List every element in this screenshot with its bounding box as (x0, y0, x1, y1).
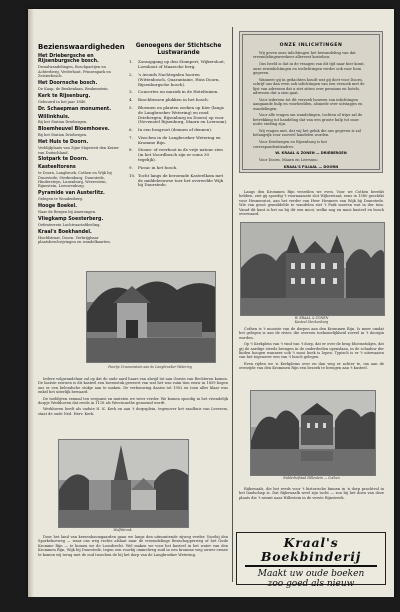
list-item (38, 81, 124, 91)
list-item (38, 217, 124, 227)
castle-illustration (241, 223, 384, 315)
list-item (38, 191, 124, 201)
information-paragraph: Wij vragen niet, dat wij het geluk die ons gegeven is zal belangrijk voor zooveel handelen worden. (253, 129, 361, 138)
list-item (129, 136, 228, 146)
item-text: Visschen in de Langbroeker Wetering en Kromme Rijn. (138, 134, 221, 145)
column-divider (232, 27, 233, 582)
magazine-page (28, 9, 394, 604)
article-paragraph: Iedere volgwandelaar zal op dat de oude aard haars van alwijd tot aan Gravin van Rechteren komen. De laatste eeuwen is dit kasteel een bovenstuk geweest van wat het was ruim tien eeuw in 1859 bogen ons er een belendsche stukje aan te maken. De verbouwing daarin tot 1902 en toen alles klaar was enkel het uiterlijk bewaard. (38, 377, 228, 395)
list-item (38, 127, 124, 137)
list-item (38, 107, 124, 112)
item-text: Tocht langs de beroemde Kasteelkom met de middeleeuwse toer het overwelde Wijk bij Duurstede. (138, 172, 224, 188)
sight-desc: Naar de Bergen bij Amerongen. (38, 210, 97, 215)
church-illustration (59, 440, 188, 527)
photo-caption: Wulfsbrook (113, 528, 132, 532)
photo-caption: Ridderhofstad Hillestein — Cothen (283, 476, 340, 480)
item-number: 2. (129, 71, 133, 77)
information-paragraph: Voor Doorn, Maarn en Leersum: (259, 158, 318, 163)
advert-headline: Kraal's Boekbinderij (260, 535, 362, 564)
advert-tagline-2: zoo goed als nieuw (267, 579, 355, 589)
list-item (129, 60, 228, 70)
article-paragraph: Op 't Kerkplein van 't vind van 't dorp, dat er over de brug bloemstukjes, dat gij de aardige steeds brengen in de onderdeelen openslaan, in de schaduw der linden hoogen wanneer ook 't mooi boek is lopen. Typisch is er 't uitzwaaien van het tegenover een van 't bosch gelegen. (239, 342, 384, 360)
sight-name: Kraal's Boekhandel. (38, 229, 92, 235)
sight-desc: Verblijfplaats van Zijne Majesteit den Keizer van Duitschland. (38, 146, 119, 155)
article-text-right-middle (239, 327, 384, 373)
sight-name: Willinkhuis. (38, 114, 70, 120)
photo-caption-text: Kasteel Sterkenburg (294, 320, 329, 324)
list-item (129, 148, 228, 163)
article-paragraph: Langs den Krommen Rijn verzeilen we even. Voor we Cothen bereikt hebben, ziet gij spoedig 't voornaamste slot Wijkerstaat; eens in 1580 geschikt voor Hesmeratot, aan het verder van Heer Hesmers van Wijk bij Duurstede. Wie van groot gemiddelde te wandelen ziet 't Park moeten wat in der tuin. Vanaf dit kant is het nu bij dit een mooi, welke nog en mooi kasteel en bosch overwaard. (239, 190, 384, 217)
information-title: ONZE INLICHTINGEN (279, 43, 343, 48)
sight-desc: te Doorn, Langbroek, Cothen en Wijk bij Duurstede; Sterkenburg, Duurstede, Hindersteyn, Lunenburg, Weerestein, Rijnestein, Leeuwenburg. (38, 171, 112, 189)
list-item (129, 128, 228, 133)
item-number: 1. (129, 59, 133, 65)
list-item (38, 204, 124, 214)
list-item (38, 94, 124, 104)
sight-desc: Gebouwd in het jaar 1840. (38, 99, 87, 104)
photo-caption: Poortje Croonenstein aan de Langbroeker Wetering (108, 365, 192, 369)
sight-name: Kasteeltorens (38, 165, 76, 171)
information-paragraph: Voor alle vragen om wandelingen, tochten of trips zal de betrekking tot handeling dat van een groote hulp tot onze nutte steding zijn. (253, 113, 363, 127)
information-paragraph: Wij geven onze inlichtingen het bewandeling van dat vreemdelingenverkeer allereest kosteloos. (253, 51, 356, 60)
article-paragraph: Cothen is 't mooiste van de dorpen aan den Krommen Rijn. Is meer omdat het gelegen is aan de rivier, die overeen toekomelijkheid zoveel in 't doorgin worden. (239, 327, 384, 340)
sight-desc: Hoofdstraat, Doorn. Verkrijgbaar plaatsbeschrijvingen en wandelkaarten. (38, 235, 111, 245)
article-text-left-bottom (38, 535, 228, 559)
photo-caption (240, 316, 383, 324)
item-text: In een bosgroot (dennen of dennen). (138, 127, 213, 133)
item-text: Concertes en muziek in de Hoteltuinen. (138, 89, 219, 95)
item-number: 3. (129, 89, 133, 95)
list-item (38, 140, 124, 155)
item-text: 's Avonds Nachtegalen hooren (Wittenbosch, Quarantaine, Huis Doorn, Rijsenburgsche bosch). (138, 71, 220, 87)
information-paragraph: Voor Driebergen en Rijsenburg is het correspondentieadres: (253, 140, 327, 149)
item-text: Stoom- of veerboot in de vrije natuur zien (in het Noordbosch zijn er soms 30 tegelijk). (138, 147, 223, 163)
item-text: Bloemen en planten zoeken op Kier (langs de Langbroeker Wetering) en rond Driebergen, Rijsenburg en Doorn) op voor (Nevenstel Rijsenburg, Maarn en Leersum). (138, 104, 228, 125)
list-item (38, 54, 124, 79)
correspondence-address: W. KRAAL & ZONEN — DRIEBERGEN (275, 151, 347, 156)
sight-name: Hooge Boekel. (38, 204, 77, 210)
list-item (38, 157, 124, 162)
article-paragraph: Door het land van kersenboomgaarden gaan we langs den uitmuntende zijweg verder. Voorbij den Sporkehoeweg — waar ons weg rechts afslaat naar de vreemdelinge Benschopperweg of het Oude Kromme Rijn — te komen we de Loosdrecht. Wel maken we voor het kasteel in het water van den Krommen Rijn, Wijk bij Duurstede, tegen een voorbij ommelweg zuid in een kromme weg ouwer ermee te komen wij terug met de oud tusschen de bij het dorp van de Langbroeker Wetering. (38, 535, 228, 557)
bookbindery-advertisement (236, 532, 386, 589)
sight-name: Pyramide van Austerlitz. (38, 191, 105, 197)
pleasures-title: Genoegens der Stichtsche Lustwarande (135, 43, 222, 56)
sight-desc: Gelegen te Woudenberg. (38, 197, 84, 202)
sight-name: Het Driebergsche en Rijsenburgsche bosch. (38, 54, 99, 65)
church-photo (58, 439, 189, 528)
advert-tagline-1: Maakt uw oude boeken (257, 569, 365, 579)
page-fold-shadow (28, 9, 34, 604)
article-text-right-top (239, 190, 384, 218)
article-paragraph: Rijkswaals, die het reeds voor 't historische binnen in 'n dorp prachtvol in het landschap is. Dat Rijkswaalk weel zijn tocht — zou bij het doen van deze plaats die 't neemt naar Hillestein in de verste Rijnstreek. (239, 487, 384, 500)
article-text-left-middle (38, 377, 228, 418)
photo-credit: W. KRAAL & ZONEN (294, 316, 329, 320)
item-number: 9. (129, 164, 133, 170)
item-number: 8. (129, 147, 133, 153)
sight-desc: Oefenterrein Luchtvaartafdeeling. (38, 222, 101, 227)
gatehouse-illustration (87, 272, 215, 362)
item-text: Boschbessen plukken in het bosch. (138, 97, 210, 103)
item-number: 7. (129, 134, 133, 140)
information-paragraph: Ons beeld is dat in de vraagen van dit tijd naar hier komt, onze reisinlichtingen en toelichtingen verder ook voor hem gegeven. (253, 62, 365, 76)
castle-water-photo (250, 390, 376, 476)
sight-name: Het Doornsche bosch. (38, 81, 98, 87)
sight-desc: Bij het Station Driebergen. (38, 133, 88, 138)
gatehouse-photo (86, 271, 216, 363)
list-item (38, 230, 124, 245)
sight-name: Slotpark te Doorn. (38, 157, 88, 163)
sights-title: Bezienswaardigheden (38, 43, 125, 51)
scan-background (0, 597, 400, 612)
information-paragraph: Voor iedereen tot dit verzoek bouwen van inlichtingen aangaande hulp en voorbeelden, alsmede over uitstapjes en wandelingen. (253, 97, 363, 111)
castle-photo (240, 222, 385, 316)
item-text: Zonsopgang op den Stompert, Wijkersloot, Loenhout of Maarsche berg. (138, 59, 225, 70)
information-box (239, 31, 383, 173)
list-item (129, 166, 228, 171)
sight-name: Dr. Schaepman monument. (38, 106, 112, 112)
list-item (129, 73, 228, 88)
sight-desc: Dwaalwandelingen, Boschpartijen en Achterberg, Veelerhout, Prinsenpark en Zeisterbosch. (38, 65, 111, 79)
pleasures-list (129, 43, 228, 191)
item-number: 6. (129, 127, 133, 133)
correspondence-address: KRAAL'S FILIAAL — DOORN (283, 165, 339, 170)
article-paragraph: Werkhoven heeft als oudste N. K. Kerk en aan 't dorpsplein, tegenover het raadhuis van Leersem, staat de oude Ned. Herv. Kerk. (38, 407, 228, 416)
item-number: 10. (129, 172, 136, 178)
sights-list (38, 43, 124, 247)
list-item (38, 165, 124, 189)
castle-water-illustration (251, 391, 375, 475)
sight-name: Kerk te Rijsenburg. (38, 93, 91, 99)
article-paragraph: Even rijden we 'n Kerkpleins over en dan weg er achter te, om aan de overzijde van den Krommen Rijn een bezoek te brengen aan 't kasteel. (239, 361, 384, 371)
list-item (129, 98, 228, 103)
article-text-right-bottom (239, 487, 384, 502)
sight-name: Bloemheuvel Bloemhoeve. (38, 127, 110, 133)
sight-desc: Bij het Station Driebergen. (38, 120, 88, 125)
list-item (38, 115, 124, 125)
sight-desc: De Kaap, de Beukenlaan, Beukenstein. (38, 86, 109, 91)
article-paragraph: De toeblijven eenmal ten vergunst en mutsten we weer verder. We komen spoedig in het vriendelijk dorpje Werkhoven dat reeds in 1118 als Wercinnethe genoemd wordt. (38, 396, 228, 406)
item-text: Picnic in het bosch. (138, 164, 178, 170)
information-paragraph: Wanneer gij in gedachten houdt wat gij doet voor Doorn, schrijf ons dan even ook inlichtingen van een verzoek met de lijst van adressen dat u ziet zitten over pensions en hotels, adressen dat u zien gaat. (253, 77, 365, 96)
list-item (129, 106, 228, 126)
sight-name: Vliegkamp Soesterberg. (38, 216, 104, 222)
item-number: 4. (129, 97, 133, 103)
sight-name: Het Huis te Doorn. (38, 140, 89, 146)
list-item (129, 174, 228, 189)
item-number: 5. (129, 104, 133, 110)
advert-rule (245, 565, 377, 567)
list-item (129, 90, 228, 95)
